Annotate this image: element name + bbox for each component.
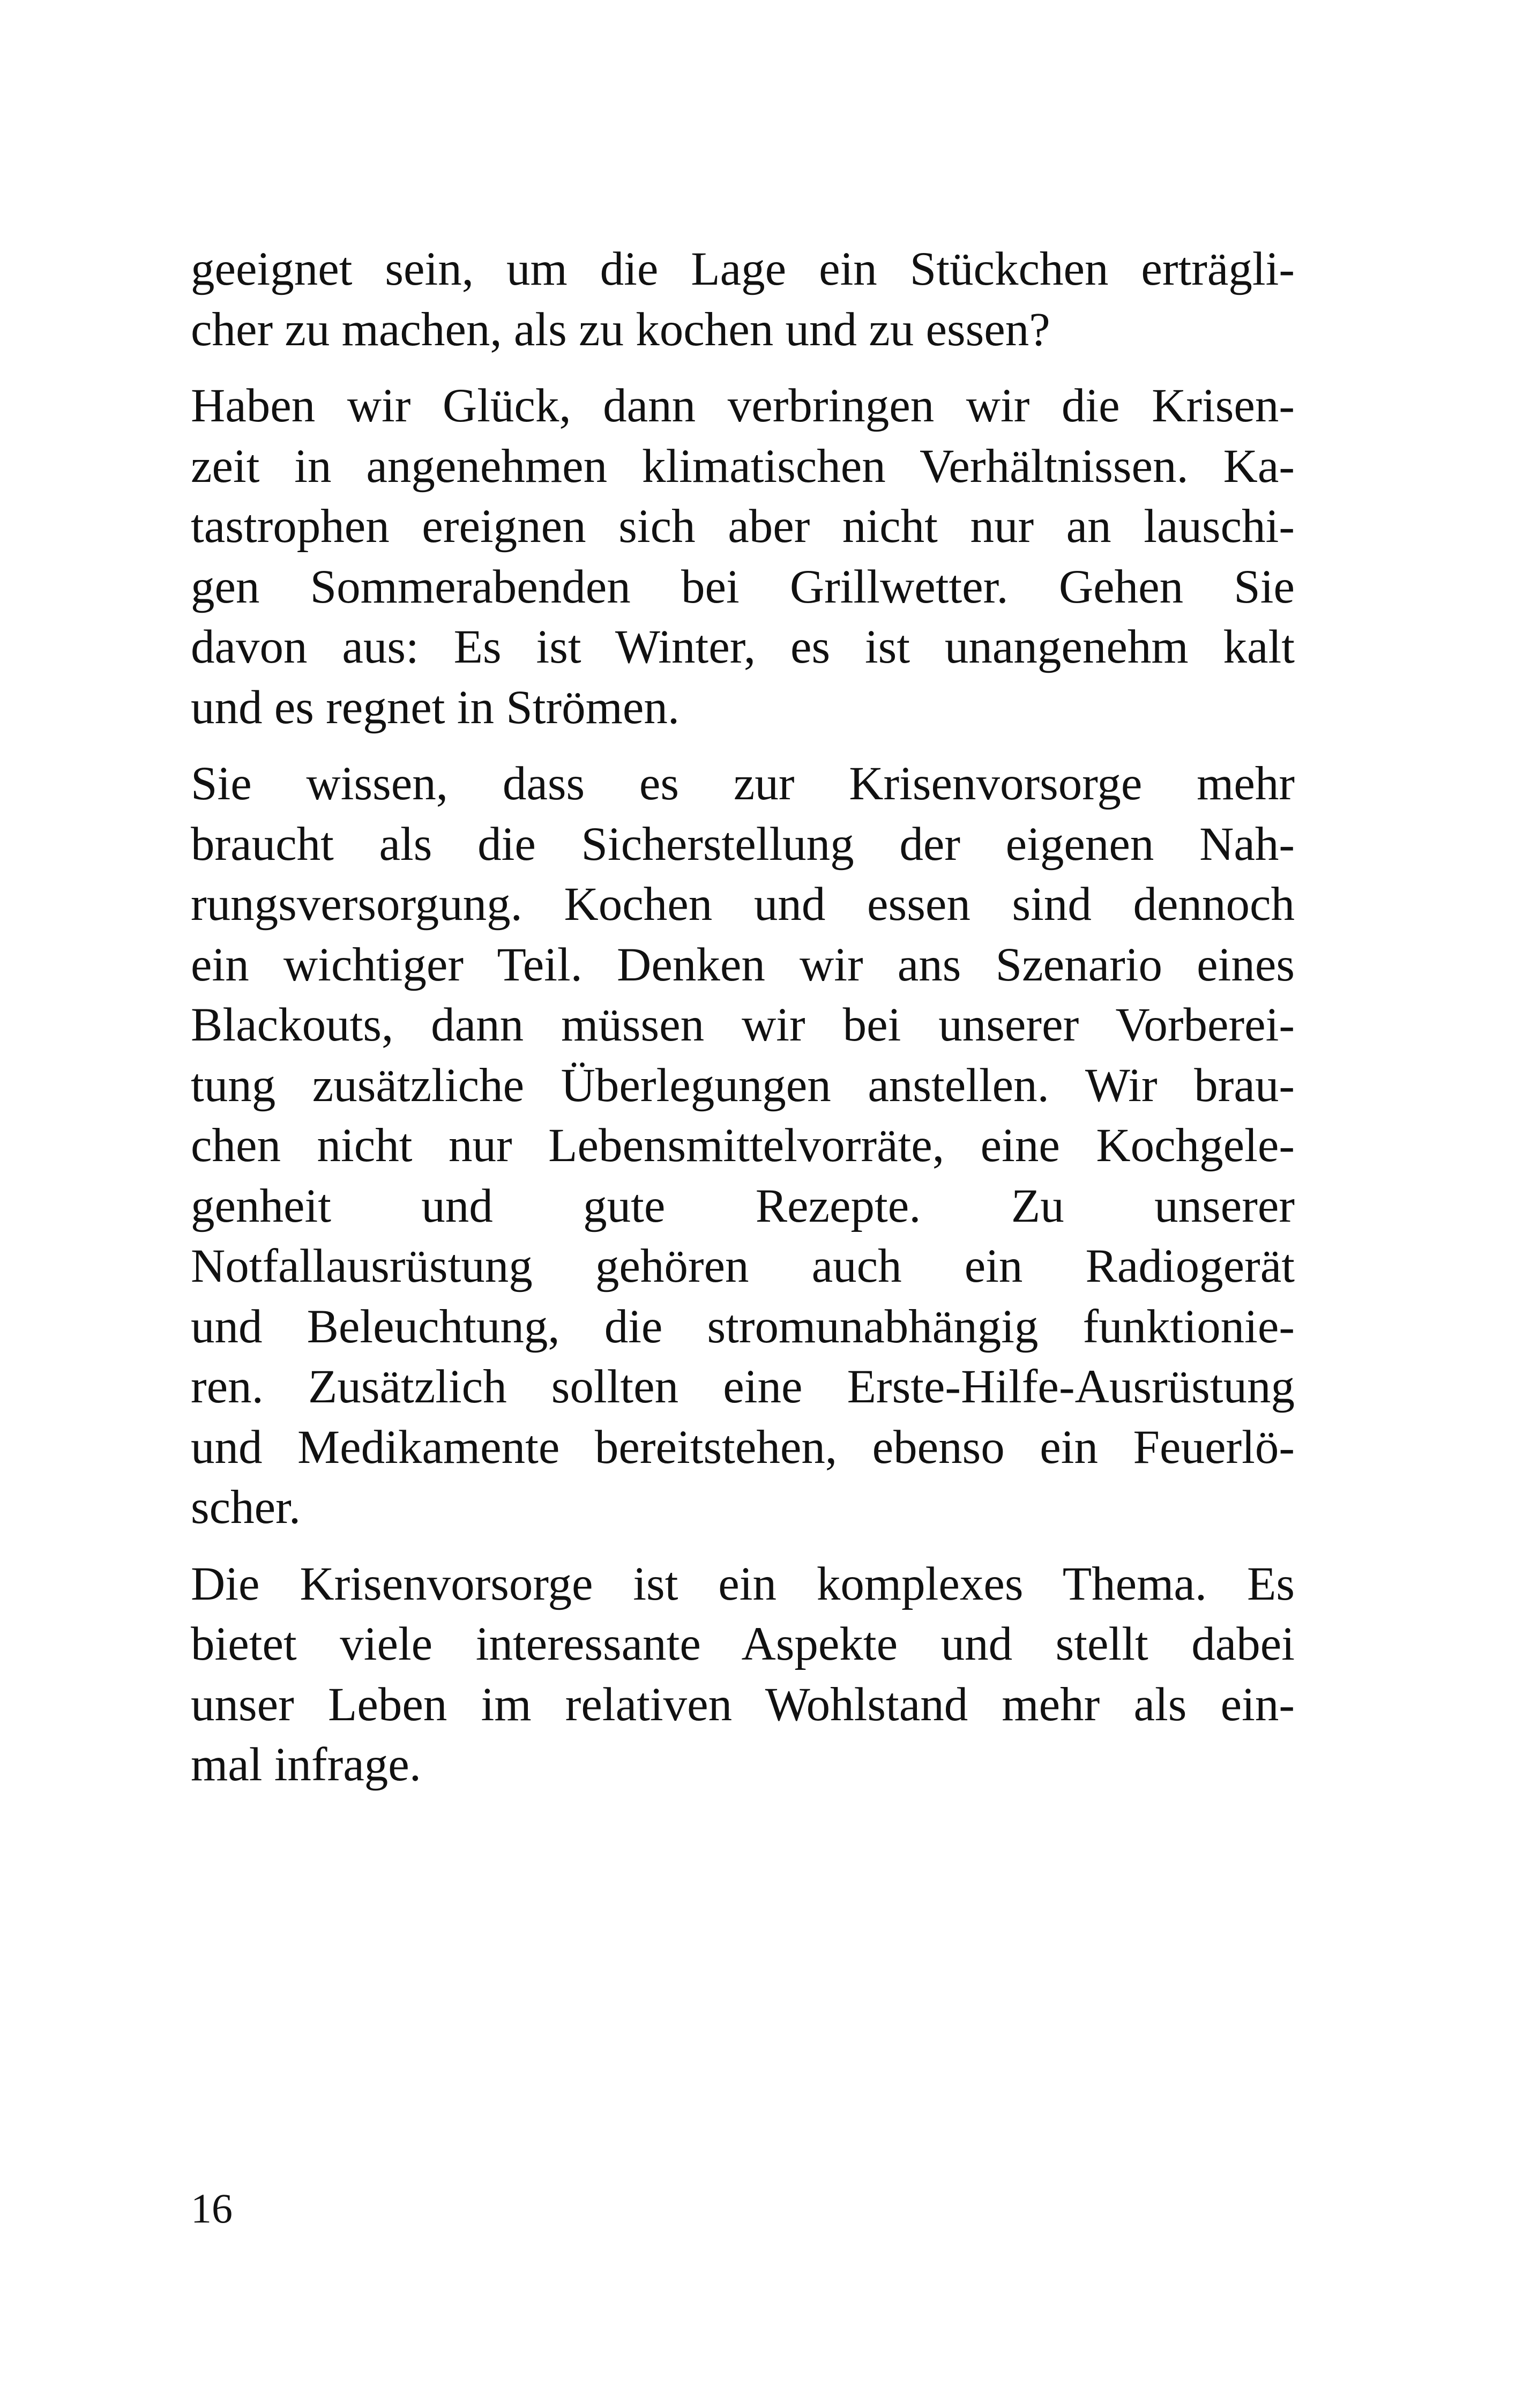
text-line: genheit und gute Rezepte. Zu unserer — [191, 1179, 1295, 1232]
page-number: 16 — [191, 2185, 233, 2232]
text-line: geeignet sein, um die Lage ein Stückchen erträgli- — [191, 243, 1295, 295]
paragraph — [191, 754, 1295, 1538]
text-line: Die Krisenvorsorge ist ein komplexes Thema. Es — [191, 1557, 1295, 1610]
text-line: cher zu machen, als zu kochen und zu essen? — [191, 303, 1050, 356]
text-line: und es regnet in Strömen. — [191, 681, 680, 734]
text-line: gen Sommerabenden bei Grillwetter. Gehen Sie — [191, 560, 1295, 613]
text-line: braucht als die Sicherstellung der eigenen Nah- — [191, 817, 1295, 871]
text-line: Sie wissen, dass es zur Krisenvorsorge mehr — [191, 757, 1295, 810]
paragraph — [191, 1554, 1295, 1795]
text-line: unser Leben im relativen Wohlstand mehr als ein- — [191, 1678, 1295, 1731]
text-line: mal infrage. — [191, 1738, 421, 1791]
paragraph — [191, 376, 1295, 738]
text-line: tastrophen ereignen sich aber nicht nur an lauschi- — [191, 500, 1295, 553]
text-line: Haben wir Glück, dann verbringen wir die Krisen- — [191, 380, 1295, 432]
text-line: ren. Zusätzlich sollten eine Erste-Hilfe-Ausrüstung — [191, 1361, 1295, 1413]
text-line: Blackouts, dann müssen wir bei unserer Vorberei- — [191, 999, 1295, 1051]
text-line: tung zusätzliche Überlegungen anstellen. Wir brau- — [191, 1059, 1295, 1112]
text-line: bietet viele interessante Aspekte und stellt dabei — [191, 1618, 1295, 1670]
text-line: zeit in angenehmen klimatischen Verhältnissen. Ka- — [191, 440, 1295, 493]
text-line: Notfallausrüstung gehören auch ein Radiogerät — [191, 1240, 1295, 1292]
body-text — [191, 239, 1295, 1811]
text-line: chen nicht nur Lebensmittelvorräte, eine Kochgele- — [191, 1119, 1295, 1172]
text-line: ein wichtiger Teil. Denken wir ans Szenario eines — [191, 938, 1295, 991]
text-line: rungsversorgung. Kochen und essen sind dennoch — [191, 878, 1295, 931]
text-line: scher. — [191, 1481, 301, 1534]
text-line: und Beleuchtung, die stromunabhängig funktionie- — [191, 1300, 1295, 1353]
text-line: davon aus: Es ist Winter, es ist unangenehm kalt — [191, 621, 1295, 673]
text-line: und Medikamente bereitstehen, ebenso ein Feuerlö- — [191, 1421, 1295, 1474]
paragraph — [191, 239, 1295, 360]
